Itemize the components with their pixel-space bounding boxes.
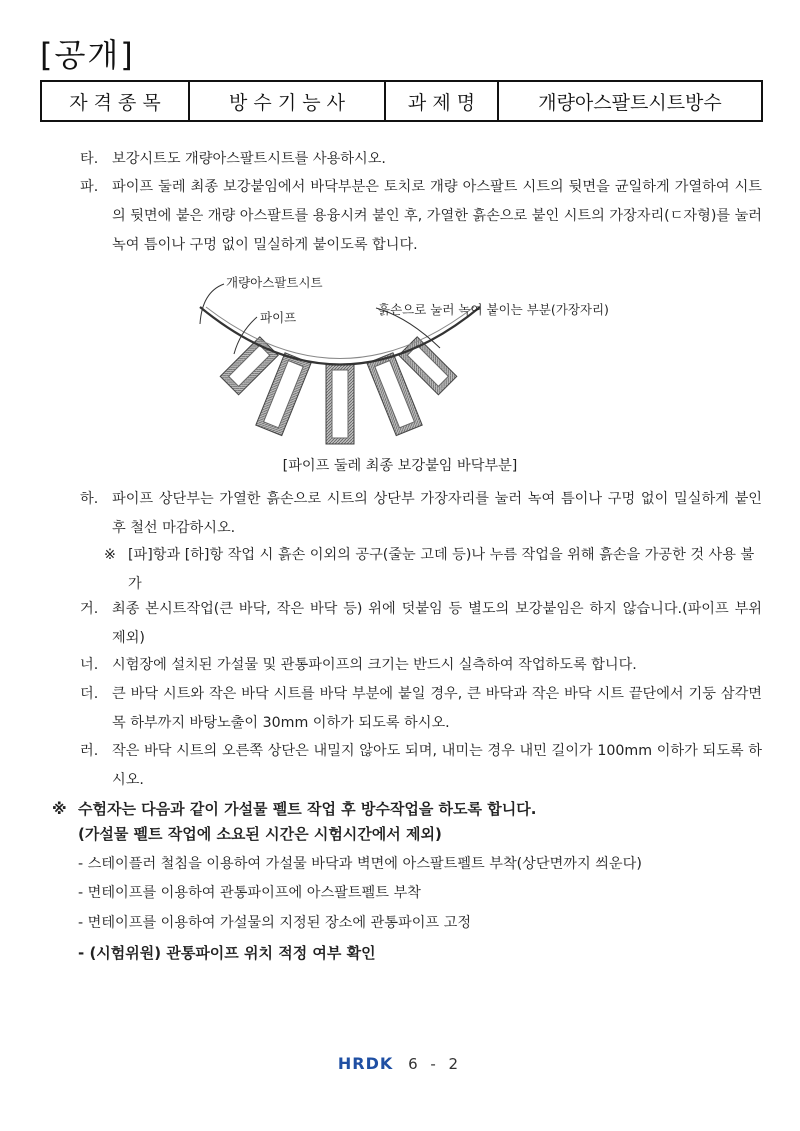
notice-bullet: - (시험위원) 관통파이프 위치 적정 여부 확인 [78, 944, 376, 962]
note [104, 541, 762, 599]
item-text: 파이프 둘레 최종 보강붙임에서 바닥부분은 토치로 개량 아스팔트 시트의 뒷면을 균일하게 가열하여 시트의 뒷면에 붙은 개량 아스팔트를 용융시켜 붙인 후, 가열한 흙손으로 붙인 시트의 가장자리(ㄷ자형)를 눌러 녹여 틈이나 구멍 없이 밀실하게 붙이도록 합니다. [112, 179, 762, 253]
list-item [80, 485, 762, 543]
item-text: 작은 바닥 시트의 오른쪽 상단은 내밀지 않아도 되며, 내미는 경우 내민 길이가 100mm 이하가 되도록 하시오. [112, 743, 762, 788]
item-marker: 파. [80, 179, 99, 195]
item-marker: 러. [80, 743, 99, 759]
pipe-diagram [140, 262, 680, 447]
notice-bullet: - 면테이프를 이용하여 가설물의 지정된 장소에 관통파이프 고정 [78, 915, 472, 931]
item-marker: 더. [80, 686, 99, 702]
notice-marker: ※ [52, 800, 67, 818]
sheet-strips [220, 337, 457, 444]
item-marker: 거. [80, 601, 99, 617]
task-label: 과 제 명 [385, 81, 498, 121]
item-text: 시험장에 설치된 가설물 및 관통파이프의 크기는 반드시 실측하여 작업하도록 합니다. [112, 657, 637, 673]
page-number: 6 - 2 [408, 1055, 463, 1073]
note-marker: ※ [104, 547, 116, 563]
disclosure-label: [공개] [40, 36, 135, 74]
qualification-label: 자 격 종 목 [41, 81, 189, 121]
page-footer [0, 1054, 800, 1073]
list-item [80, 173, 762, 260]
notice-bullet: - 스테이플러 철침을 이용하여 가설물 바닥과 벽면에 아스팔트펠트 부착(상단면까지 씌운다) [78, 856, 642, 872]
task-value: 개량아스팔트시트방수 [498, 81, 762, 121]
list-item [80, 595, 762, 653]
item-text: 보강시트도 개량아스팔트시트를 사용하시오. [112, 151, 386, 167]
item-text: 파이프 상단부는 가열한 흙손으로 시트의 상단부 가장자리를 눌러 녹여 틈이나 구멍 없이 밀실하게 붙인 후 철선 마감하시오. [112, 491, 762, 536]
item-marker: 너. [80, 657, 99, 673]
note-text: [파]항과 [하]항 작업 시 흙손 이외의 공구(줄눈 고데 등)나 누름 작업을 위해 흙손을 가공한 것 사용 불가 [128, 547, 755, 592]
label-pipe: 파이프 [260, 310, 297, 325]
list-item [80, 651, 762, 680]
hrdk-logo: HRDK [337, 1054, 394, 1073]
notice-sub: (가설물 펠트 작업에 소요된 시간은 시험시간에서 제외) [78, 825, 442, 843]
notice-text: 수험자는 다음과 같이 가설물 펠트 작업 후 방수작업을 하도록 합니다. [78, 800, 537, 818]
item-marker: 타. [80, 151, 99, 167]
notice-bullet: - 면테이프를 이용하여 관통파이프에 아스팔트펠트 부착 [78, 885, 421, 901]
item-text: 큰 바닥 시트와 작은 바닥 시트를 바닥 부분에 붙일 경우, 큰 바닥과 작은 바닥 시트 끝단에서 기둥 삼각면목 하부까지 바탕노출이 30mm 이하가 되도록 하시오. [112, 686, 762, 731]
label-edge: 흙손으로 눌러 녹여 붙이는 부분(가장자리) [378, 302, 609, 317]
list-item [80, 737, 762, 795]
list-item [80, 145, 762, 174]
qualification-value: 방 수 기 능 사 [189, 81, 385, 121]
exam-info-table [40, 80, 763, 122]
item-marker: 하. [80, 491, 99, 507]
item-text: 최종 본시트작업(큰 바닥, 작은 바닥 등) 위에 덧붙임 등 별도의 보강붙임은 하지 않습니다.(파이프 부위 제외) [112, 601, 762, 646]
label-sheet: 개량아스팔트시트 [226, 275, 323, 290]
list-item [80, 680, 762, 738]
figure-caption: [파이프 둘레 최종 보강붙임 바닥부분] [282, 458, 518, 474]
